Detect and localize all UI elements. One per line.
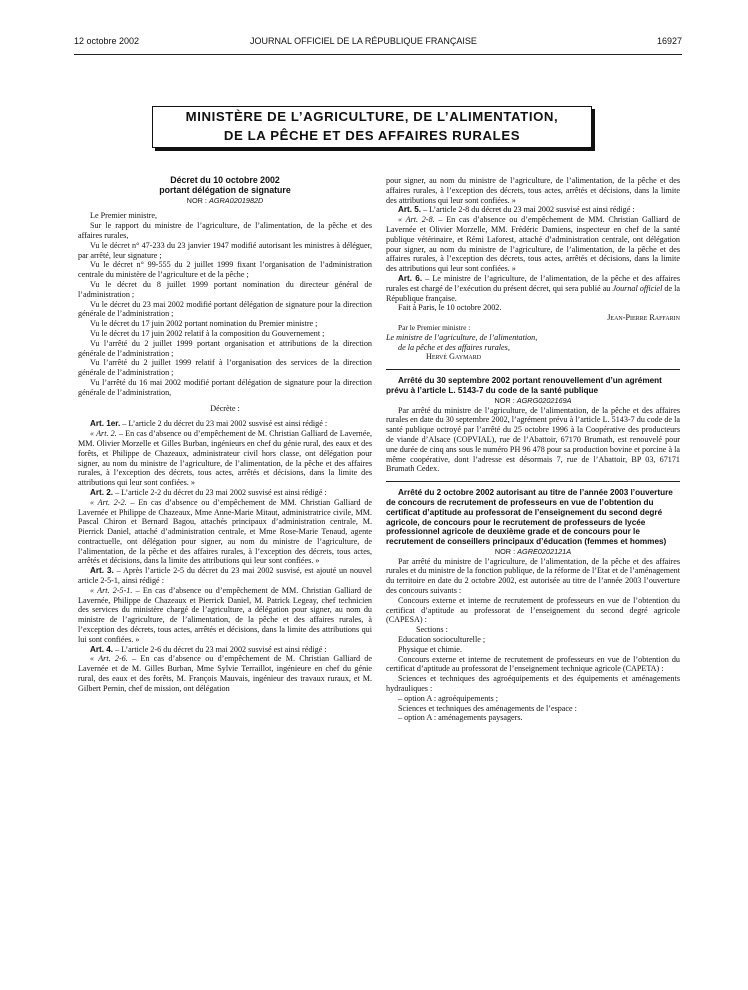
arrete2-st2: Sciences et techniques des aménagements de l’espace : xyxy=(398,703,577,713)
article-2-label: Art. 2. xyxy=(90,487,114,497)
decret-visa-2: Vu le décret n° 99-555 du 2 juillet 1999 fixant l’organisation de l’administration centrale du ministère de l’agriculture et de la pêche ; xyxy=(78,260,372,280)
article-1-text: – L’article 2 du décret du 23 mai 2002 susvisé est ainsi rédigé : xyxy=(120,419,328,429)
arrete2-body: Par arrêté du ministre de l’agriculture, de l’alimentation, de la pêche et des affaires rurales et du ministre de la fonction publique, de la réforme de l’Etat et de l’aménagement du territoire en date du 2 octobre 2002, est autorisée au titre de l’année 2003 l’ouverture des concours suivants : xyxy=(386,556,680,596)
arrete2-st2-option: – option A : aménagements paysagers. xyxy=(398,713,523,723)
nor-code: AGRE0202121A xyxy=(517,546,572,556)
article-1-label: Art. 1er. xyxy=(90,419,121,429)
quote-text: – En cas d’absence ou d’empêchement de M. Christian Galliard de Lavernée, MM. Olivier Morzelle et Gilles Burban, ingénieurs en chef du génie rural, des eaux et des forêts, et Philippe de Chazeaux, administrateur civil hors classe, ont délégation pour signer, au nom du ministre de l’agriculture, de l’alimentation, de la pêche et des affaires rurales, à l’exception des décrets, tous actes, arrêtés et décisions, dans la limite des attributions qui leur sont confiées. » xyxy=(78,429,372,488)
header-date: 12 octobre 2002 xyxy=(74,36,140,46)
ministry-title-line1: MINISTÈRE DE L’AGRICULTURE, DE L’ALIMENTATION, xyxy=(185,109,559,124)
decret-visa-6: Vu le décret du 17 juin 2002 relatif à la composition du Gouvernement ; xyxy=(90,328,325,338)
article-3-quote xyxy=(78,586,372,645)
page-header xyxy=(74,36,682,50)
section-separator xyxy=(386,481,680,482)
decret-para-premier-ministre: Le Premier ministre, xyxy=(90,211,158,221)
quote-label: « Art. 2-6. xyxy=(90,654,128,664)
nor-label: NOR : xyxy=(494,395,517,405)
article-5-quote xyxy=(386,215,680,274)
article-2 xyxy=(78,488,372,498)
nor-code: AGRA0201982D xyxy=(208,195,264,205)
minister-name: Hervé Gaymard xyxy=(426,352,482,362)
quote-text: – En cas d’absence ou d’empêchement de M. Christian Galliard de Lavernée et de M. Gilles Burban, Mme Sylvie Terraillot, ingénieure en chef du génie rural, des eaux et des forêts, M. François Mauvais, ingénieur des travaux ruraux, et M. Gilbert Pernin, chef de mission, ont délégation xyxy=(78,654,372,693)
article-3-label: Art. 3. xyxy=(90,566,114,576)
arrete2-sections-label: Sections : xyxy=(416,625,448,635)
article-4-label: Art. 4. xyxy=(90,644,114,654)
article-3 xyxy=(78,566,372,586)
fait-a-paris: Fait à Paris, le 10 octobre 2002. xyxy=(398,303,502,313)
arrete2-title: Arrêté du 2 octobre 2002 autorisant au titre de l’année 2003 l’ouverture de concours de recrutement de professeurs en vue de l’obtention du certificat d’aptitude au professorat de l’enseignement du second degré agricole, de concours pour le recrutement de professeurs de lycée professionnel agricole de deuxième grade et de concours pour le recrutement de conseillers principaux d’éducation (femmes et hommes) xyxy=(386,488,673,547)
quote-text: – En cas d’absence ou d’empêchement de MM. Christian Galliard de Lavernée et Philippe de Chazeaux, Mme Anne-Marie Mitaut, administratrice civile, MM. Pascal Chiron et Bernard Bagou, attachés principaux d’administration centrale, M. Pierrick Daniel, attaché d’administration centrale, et Mme Rose-Marie Tenaud, agente contractuelle, ont délégation pour signer, au nom du ministre de l’agriculture, de l’alimentation, de la pêche et des affaires rurales, à l’exception des décrets, tous actes, arrêtés et décisions, dans la limite des attributions qui leur sont confiées. » xyxy=(78,497,372,566)
article-4-text: – L’article 2-6 du décret du 23 mai 2002 susvisé est ainsi rédigé : xyxy=(113,644,327,654)
nor-label: NOR : xyxy=(186,195,209,205)
article-4-quote xyxy=(78,654,372,693)
header-page-number: 16927 xyxy=(656,36,682,46)
journal-officiel-italic: Journal officiel xyxy=(612,283,663,293)
quote-label: « Art. 2-8. xyxy=(398,215,435,225)
article-4 xyxy=(78,645,372,655)
article-6-text-end: de la République française. xyxy=(386,283,680,303)
signer-prime-minister: Jean-Pierre Raffarin xyxy=(607,313,680,323)
decret-title-line2: portant délégation de signature xyxy=(159,184,291,195)
section-separator xyxy=(386,369,680,370)
article-2-quote xyxy=(78,498,372,567)
decrete-label: Décrète : xyxy=(210,403,240,413)
decret-visa-9: Vu l’arrêté du 16 mai 2002 modifié portant délégation de signature pour la direction générale de l’administration, xyxy=(78,377,372,397)
arrete1-nor xyxy=(386,396,680,406)
article-2-text: – L’article 2-2 du décret du 23 mai 2002 susvisé est ainsi rédigé : xyxy=(113,487,327,497)
quote-text: – En cas d’absence ou d’empêchement de MM. Christian Galliard de Lavernée et Olivier Morzelle, MM. Frédéric Damiens, inspecteur en chef de la santé publique vétérinaire, et Rémi Laforest, attaché d’administration centrale, ont délégation pour signer, au nom du ministre de l’agriculture, de l’alimentation, de la pêche et des affaires rurales, à l’exception des décrets, tous actes, arrêtés et décisions, dans la limite des attributions qui leur sont confiées. » xyxy=(386,215,680,274)
decret-nor xyxy=(78,196,372,206)
arrete1-body: Par arrêté du ministre de l’agriculture, de l’alimentation, de la pêche et des affaires rurales en date du 30 septembre 2002, l’agrément prévu à l’article L. 5143-7 du code de la santé publique octroyé par l’arrêté du 25 octobre 1996 à la Coopérative des producteurs de viande d’Alsace (COPVIAL), rue de l’Abattoir, 67170 Brumath, est renouvelé pour une durée de cinq ans sous le numéro PH 96 478 pour sa production bovine et porcine à la même coopérative, dont l’adresse est désormais 7, rue de l’Abattoir, BP 03, 67171 Brumath Cedex. xyxy=(386,405,680,474)
minister-title-line2 xyxy=(386,343,680,353)
article-3-text: – Après l’article 2-5 du décret du 23 mai 2002 susvisé, est ajouté un nouvel article 2-5-1, ainsi rédigé : xyxy=(78,566,373,586)
par-le-premier-ministre: Par le Premier ministre : xyxy=(398,322,471,332)
decret-visa-7: Vu l’arrêté du 2 juillet 1999 portant organisation et attributions de la direction générale de l’administration ; xyxy=(78,338,372,358)
article-6-label: Art. 6. xyxy=(398,273,423,283)
article-6-text: – Le ministre de l’agriculture, de l’alimentation, de la pêche et des affaires rurales est chargé de l’exécution du présent décret, qui sera publié au xyxy=(386,273,680,293)
article-5-label: Art. 5. xyxy=(398,205,422,215)
nor-label: NOR : xyxy=(494,546,518,556)
article-1-quote xyxy=(78,429,372,488)
article-4-quote-continued: pour signer, au nom du ministre de l’agriculture, de l’alimentation, de la pêche et des affaires rurales, à l’exception des décrets, tous actes, arrêtés et décisions, dans la limite des attributions qui leur sont confiées. » xyxy=(386,176,680,205)
minister-title-text: de la pêche et des affaires rurales, xyxy=(398,342,510,352)
quote-label: « Art. 2-5-1. xyxy=(90,585,133,595)
quote-text: – En cas d’absence ou d’empêchement de MM. Christian Galliard de Lavernée, Philippe de Chazeaux et Pierrick Daniel, M. Patrick Legeay, chef technicien des services du ministère chargé de l’agriculture, a délégation pour signer, au nom du ministre de l’agriculture, de l’alimentation, de la pêche et des affaires rurales, à l’exception des décrets, tous actes, arrêtés et décisions, dans la limite des attributions qui lui sont confiées. » xyxy=(78,585,372,644)
arrete2-st1: Sciences et techniques des agroéquipements et des équipements et aménagements hydrauliques : xyxy=(386,674,680,694)
right-column xyxy=(386,176,680,723)
arrete2-capesa: Concours externe et interne de recrutement de professeurs en vue de l’obtention du certificat d’aptitude au professorat de l’enseignement du second degré agricole (CAPESA) : xyxy=(386,595,680,625)
minister-title-text: Le ministre de l’agriculture, de l’alimentation, xyxy=(386,332,538,342)
article-6 xyxy=(386,274,680,303)
decret-visa-1: Vu le décret n° 47-233 du 23 janvier 1947 modifié autorisant les ministres à déléguer, par arrêté, leur signature ; xyxy=(78,240,372,260)
quote-label: « Art. 2. xyxy=(90,429,117,439)
ministry-title-box xyxy=(152,106,592,148)
article-1 xyxy=(78,419,372,429)
left-column xyxy=(78,176,372,694)
decret-title-line1: Décret du 10 octobre 2002 xyxy=(170,175,280,185)
decret-visa-5: Vu le décret du 17 juin 2002 portant nomination du Premier ministre ; xyxy=(90,319,318,329)
minister-title-line1 xyxy=(386,333,680,343)
arrete1-title: Arrêté du 30 septembre 2002 portant renouvellement d’un agrément prévu à l’article L. 5143-7 du code de la santé publique xyxy=(386,376,662,395)
article-5-text: – L’article 2-8 du décret du 23 mai 2002 susvisé est ainsi rédigé : xyxy=(421,205,635,215)
decret-para-rapport: Sur le rapport du ministre de l’agriculture, de l’alimentation, de la pêche et des affaires rurales, xyxy=(78,221,372,240)
article-5 xyxy=(386,205,680,215)
header-rule xyxy=(74,54,682,55)
ministry-title-line2: DE LA PÊCHE ET DES AFFAIRES RURALES xyxy=(223,128,521,143)
decret-visa-3: Vu le décret du 8 juillet 1999 portant nomination du directeur général de l’administration ; xyxy=(78,279,372,299)
arrete2-section-2: Physique et chimie. xyxy=(398,644,462,654)
nor-code: AGRG0202169A xyxy=(516,395,572,405)
quote-label: « Art. 2-2. xyxy=(90,497,127,507)
arrete2-capeta: Concours externe et interne de recrutement de professeurs en vue de l’obtention du certificat d’aptitude au professorat de l’enseignement technique agricole (CAPETA) : xyxy=(386,654,680,674)
arrete2-st1-option: – option A : agroéquipements ; xyxy=(398,693,498,703)
arrete2-nor xyxy=(386,547,680,557)
decret-visa-8: Vu l’arrêté du 2 juillet 1999 relatif à l’organisation des services de la direction générale de l’administration ; xyxy=(78,358,372,378)
decret-visa-4: Vu le décret du 23 mai 2002 modifié portant délégation de signature pour la direction générale de l’administration ; xyxy=(78,299,372,319)
arrete2-section-1: Education socioculturelle ; xyxy=(398,635,486,645)
header-journal-title: JOURNAL OFFICIEL DE LA RÉPUBLIQUE FRANÇAISE xyxy=(250,36,477,46)
